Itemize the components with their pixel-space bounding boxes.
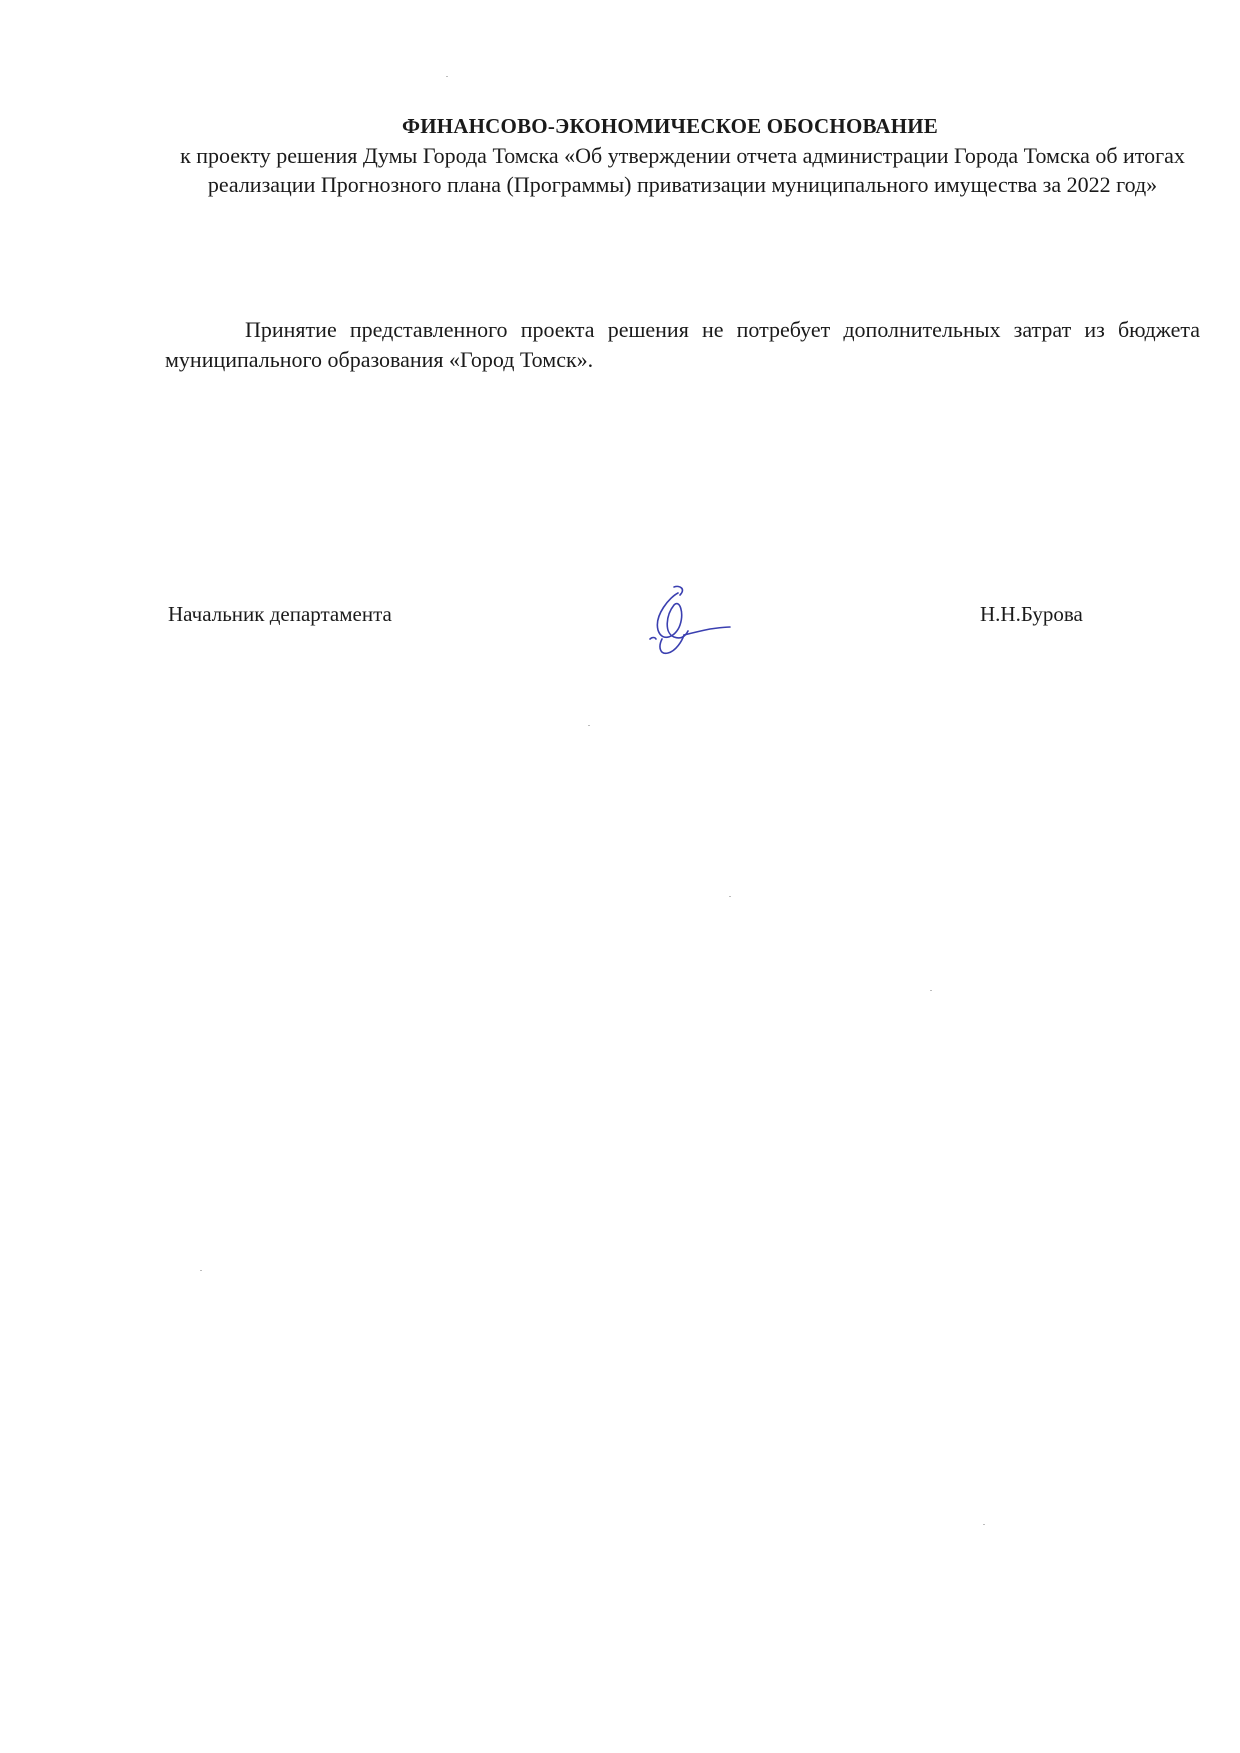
document-subtitle: к проекту решения Думы Города Томска «Об утверждении отчета администрации Города Томска об итогах реализации Прогнозного плана (Программы) приватизации муниципального имущества за 2022 год» xyxy=(180,143,1185,197)
signer-name: Н.Н.Бурова xyxy=(980,602,1083,626)
document-body-paragraph: Принятие представленного проекта решения не потребует дополнительных затрат из бюджета муниципального образования «Город Томск». xyxy=(165,317,1200,372)
signer-position: Начальник департамента xyxy=(168,602,392,626)
scan-speck xyxy=(729,896,731,897)
scan-speck xyxy=(200,1270,202,1271)
scan-speck xyxy=(930,990,932,991)
document-title: ФИНАНСОВО-ЭКОНОМИЧЕСКОЕ ОБОСНОВАНИЕ xyxy=(401,114,939,138)
handwritten-signature xyxy=(640,585,735,665)
scan-speck xyxy=(983,1524,985,1525)
scan-speck xyxy=(588,725,590,726)
scan-speck xyxy=(446,76,448,77)
